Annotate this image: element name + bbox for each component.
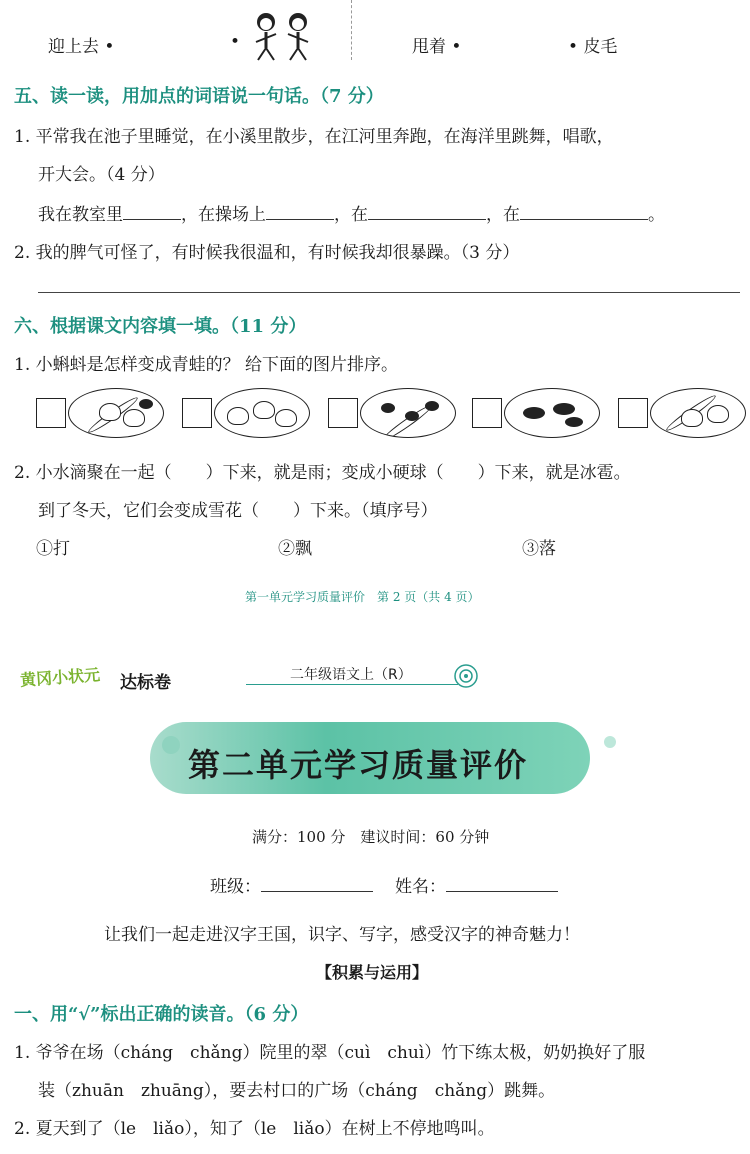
tadpole-image-4: [504, 388, 600, 438]
answer-blank[interactable]: [520, 204, 648, 220]
tadpole-image-5: [650, 388, 746, 438]
top-word-3: • 皮毛: [568, 37, 618, 57]
section-5-title: 五、读一读，用加点的词语说一句话。（7 分）: [14, 86, 384, 107]
order-box-3[interactable]: [328, 398, 358, 428]
sec1-q1-line2: 装（zhuān zhuāng），要去村口的广场（cháng chǎng）跳舞。: [38, 1081, 556, 1101]
sec1-q1-line1: 1. 爷爷在场（cháng chǎng）院里的翠（cuì chuì）竹下练太极，奶奶换好了服: [14, 1043, 646, 1063]
class-label: 班级：: [210, 877, 261, 897]
name-field: [395, 872, 558, 897]
running-kids-illustration: [248, 10, 318, 66]
name-input[interactable]: [446, 876, 558, 892]
unit-title: 第二单元学习质量评价: [188, 746, 529, 784]
order-box-2[interactable]: [182, 398, 212, 428]
order-box-5[interactable]: [618, 398, 648, 428]
tadpole-image-3: [360, 388, 456, 438]
page-footer: 第一单元学习质量评价 第 2 页（共 4 页）: [245, 590, 480, 604]
tadpole-image-1: [68, 388, 164, 438]
sec6-q2-line1: 2. 小水滴聚在一起（ ）下来，就是雨；变成小硬球（ ）下来，就是冰雹。: [14, 463, 631, 483]
sec6-q1: 1. 小蝌蚪是怎样变成青蛙的？ 给下面的图片排序。: [14, 355, 399, 375]
tadpole-image-2: [214, 388, 310, 438]
top-word-1: 迎上去 •: [48, 37, 115, 57]
option-3: ③落: [522, 539, 556, 559]
header-underline: [246, 684, 458, 685]
answer-blank[interactable]: [266, 204, 334, 220]
class-field: [210, 872, 373, 897]
fill-text-a: 我在教室里: [38, 205, 123, 225]
fill-text-c: ，在: [334, 205, 368, 225]
sec5-q1-line2: 开大会。（4 分）: [38, 165, 165, 185]
dot-marker: •: [230, 32, 241, 52]
brand-logo: 黄冈小状元: [19, 665, 101, 690]
fill-text-d: ，在: [486, 205, 520, 225]
banner-bubble: [604, 736, 616, 748]
sec5-q1-fill-line: [38, 200, 665, 225]
banner-bubble: [162, 736, 180, 754]
section-6-title: 六、根据课文内容填一填。（11 分）: [14, 316, 307, 337]
class-input[interactable]: [261, 876, 373, 892]
order-box-4[interactable]: [472, 398, 502, 428]
section-tag: 【积累与运用】: [316, 963, 429, 982]
sec6-q2-line2: 到了冬天，它们会变成雪花（ ）下来。（填序号）: [38, 501, 438, 521]
answer-blank[interactable]: [123, 204, 181, 220]
answer-blank[interactable]: [368, 204, 486, 220]
order-box-1[interactable]: [36, 398, 66, 428]
option-2: ②飘: [278, 539, 312, 559]
swirl-icon: [452, 662, 480, 690]
section-1-title: 一、用“√”标出正确的读音。（6 分）: [14, 1004, 309, 1025]
answer-line[interactable]: [38, 292, 740, 293]
brand-suffix: 达标卷: [120, 673, 171, 693]
fold-divider: [351, 0, 352, 60]
grade-label: 二年级语文上（R）: [290, 667, 412, 683]
sec5-q1-line1: 1. 平常我在池子里睡觉，在小溪里散步，在江河里奔跑，在海洋里跳舞，唱歌，: [14, 127, 614, 147]
sec1-q2: 2. 夏天到了（le liǎo），知了（le liǎo）在树上不停地鸣叫。: [14, 1119, 495, 1139]
fill-text-end: 。: [648, 205, 665, 225]
score-time: 满分：100 分 建议时间：60 分钟: [252, 828, 490, 846]
name-label: 姓名：: [395, 877, 446, 897]
sec5-q2: 2. 我的脾气可怪了，有时候我很温和，有时候我却很暴躁。（3 分）: [14, 243, 520, 263]
option-1: ①打: [36, 539, 70, 559]
intro-text: 让我们一起走进汉字王国，识字、写字，感受汉字的神奇魅力！: [104, 925, 580, 945]
top-word-2: 甩着 •: [412, 37, 462, 57]
fill-text-b: ，在操场上: [181, 205, 266, 225]
